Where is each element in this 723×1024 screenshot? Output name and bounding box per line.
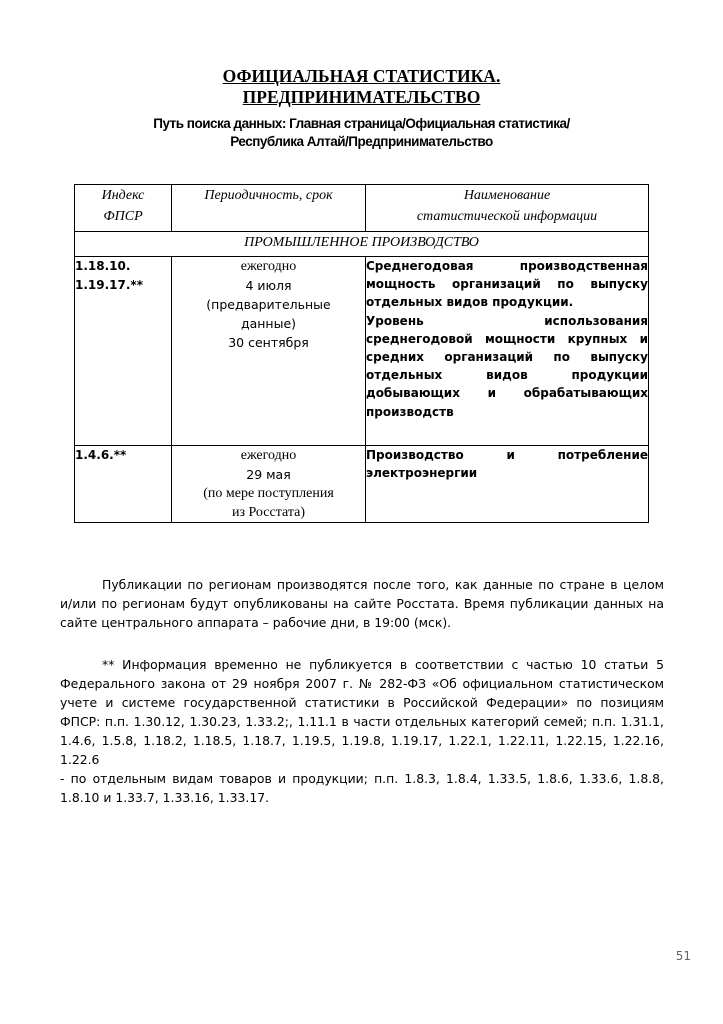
path-line-1: Путь поиска данных: Главная страница/Официальная статистика/ [153, 116, 570, 131]
row-index: 1.4.6.** [75, 446, 172, 523]
table-row [75, 257, 649, 446]
footnote: ** Информация временно не публикуется в соответствии с частью 10 статьи 5 Федерального закона от 29 ноября 2007 г. № 282-ФЗ «Об официальном статистическом учете и системе государственной статистики в Российской Федерации» по позициям ФПСР: п.п. 1.30.12, 1.30.23, 1.33.2;, 1.11.1 в части отдельных категорий семей; п.п. 1.31.1, 1.4.6, 1.5.8, 1.18.2, 1.18.5, 1.18.7, 1.19.5, 1.19.8, 1.19.17, 1.22.1, 1.22.11, 1.22.15, 1.22.16, 1.22.6 - по отдельным видам товаров и продукции; п.п. 1.8.3, 1.8.4, 1.33.5, 1.8.6, 1.33.6, 1.8.8, 1.8.10 и 1.33.7, 1.33.16, 1.33.17. [60, 657, 664, 805]
row-name: Среднегодовая производственная мощность организаций по выпуску отдельных видов продукции. Уровень использования среднегодовой мощности крупных и средних организаций по выпуску отдельных видов продукции добывающих и обрабатывающих производств [366, 257, 649, 446]
row-name: Производство и потребление электроэнергии [366, 446, 649, 523]
section-row [75, 232, 649, 257]
row-period: ежегодно 4 июля (предварительные данные) 30 сентября [172, 257, 366, 446]
section-title: ПРОМЫШЛЕННОЕ ПРОИЗВОДСТВО [75, 232, 649, 257]
row-period: ежегодно 29 мая (по мере поступления из Росстата) [172, 446, 366, 523]
row-index: 1.18.10. 1.19.17.** [75, 257, 172, 446]
header-period: Периодичность, срок [172, 185, 366, 232]
path-line-2: Республика Алтай/Предпринимательство [230, 134, 493, 149]
publication-note: Публикации по регионам производятся после того, как данные по стране в целом и/или по регионам будут опубликованы на сайте Росстата. Время публикации данных на сайте центрального аппарата – рабочие дни, в 19:00 (мск). [60, 577, 664, 630]
page-title [0, 66, 723, 108]
table-row [75, 446, 649, 523]
header-index: Индекс ФПСР [75, 185, 172, 232]
page-number: 51 [675, 949, 691, 963]
title-line-1: ОФИЦИАЛЬНАЯ СТАТИСТИКА. [222, 66, 501, 86]
header-name: Наименование статистической информации [366, 185, 649, 232]
data-search-path [0, 115, 723, 151]
table-header-row [75, 185, 649, 232]
title-line-2: ПРЕДПРИНИМАТЕЛЬСТВО [242, 87, 481, 107]
statistics-table [74, 184, 649, 523]
